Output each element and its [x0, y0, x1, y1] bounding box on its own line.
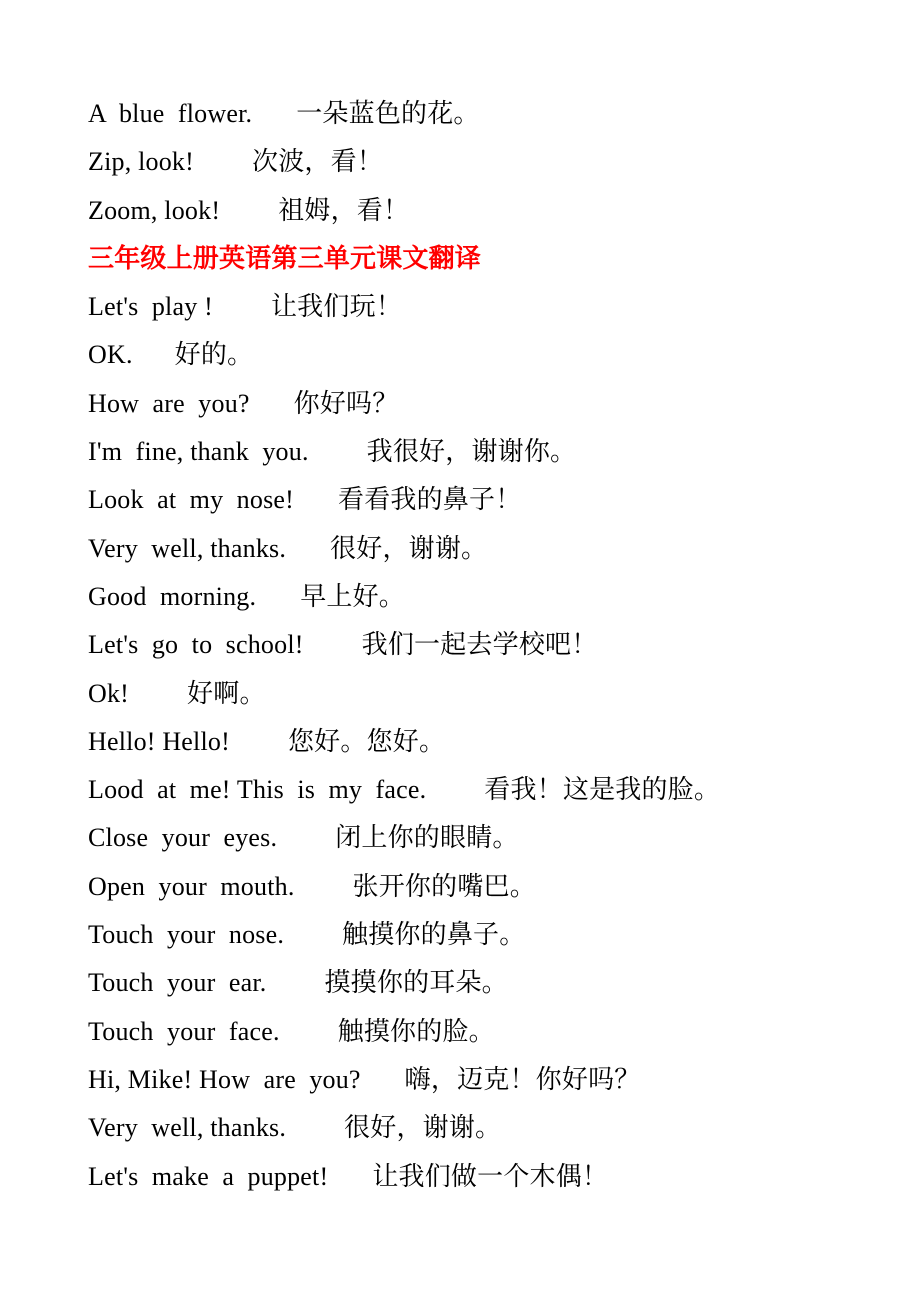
- text-line: [88, 573, 888, 621]
- english-text: Look at my nose!: [88, 485, 294, 515]
- text-line: [88, 863, 888, 911]
- english-text: Very well, thanks.: [88, 1113, 287, 1143]
- english-text: Hello! Hello!: [88, 726, 230, 756]
- text-line: [88, 187, 888, 235]
- english-text: I'm fine, thank you.: [88, 437, 309, 467]
- text-line: [88, 621, 888, 669]
- text-line: [88, 331, 888, 379]
- text-line: [88, 670, 888, 718]
- english-text: Very well, thanks.: [88, 533, 287, 563]
- text-line: [88, 428, 888, 476]
- text-line: [88, 1104, 888, 1152]
- english-text: Let's make a puppet!: [88, 1161, 329, 1191]
- text-line: [88, 380, 888, 428]
- text-line: [88, 814, 888, 862]
- english-text: OK.: [88, 340, 133, 370]
- english-text: How are you?: [88, 388, 250, 418]
- chinese-translation: 让我们做一个木偶！: [372, 1161, 609, 1191]
- chinese-translation: 好啊。: [187, 678, 266, 708]
- chinese-translation: 很好，谢谢。: [344, 1113, 502, 1143]
- text-line: [88, 1056, 888, 1104]
- english-text: Open your mouth.: [88, 871, 295, 901]
- english-text: Touch your nose.: [88, 920, 285, 950]
- chinese-translation: 摸摸你的耳朵。: [324, 968, 508, 998]
- english-text: Let's go to school!: [88, 630, 304, 660]
- english-text: Ok!: [88, 678, 130, 708]
- english-text: Zoom, look!: [88, 195, 221, 225]
- chinese-translation: 看我！这是我的脸。: [484, 775, 721, 805]
- chinese-translation: 看看我的鼻子！: [338, 485, 522, 515]
- english-text: Close your eyes.: [88, 823, 278, 853]
- chinese-translation: 次波，看！: [252, 147, 384, 177]
- text-line: [88, 718, 888, 766]
- text-line: [88, 766, 888, 814]
- english-text: Let's play !: [88, 292, 213, 322]
- chinese-translation: 早上好。: [300, 581, 405, 611]
- english-text: Touch your ear.: [88, 968, 267, 998]
- text-line: [88, 476, 888, 524]
- chinese-translation: 张开你的嘴巴。: [352, 871, 536, 901]
- text-line: [88, 525, 888, 573]
- text-line: [88, 90, 888, 138]
- chinese-translation: 您好。您好。: [287, 726, 446, 756]
- text-lines: [88, 90, 888, 1201]
- english-text: Good morning.: [88, 581, 257, 611]
- chinese-translation: 闭上你的眼睛。: [335, 823, 519, 853]
- chinese-translation: 嗨，迈克！你好吗？: [404, 1064, 641, 1094]
- english-text: Hi, Mike! How are you?: [88, 1064, 361, 1094]
- chinese-translation: 我们一起去学校吧！: [361, 630, 598, 660]
- english-text: Zip, look!: [88, 147, 194, 177]
- chinese-translation: 让我们玩！: [270, 292, 402, 322]
- english-text: A blue flower.: [88, 99, 253, 128]
- chinese-translation: 触摸你的脸。: [337, 1016, 495, 1046]
- chinese-translation: 祖姆，看！: [278, 195, 410, 225]
- text-line: [88, 911, 888, 959]
- text-line: [88, 138, 888, 186]
- chinese-translation: 一朵蓝色的花。: [296, 99, 480, 128]
- chinese-translation: 你好吗？: [293, 388, 399, 418]
- text-line: [88, 959, 888, 1007]
- chinese-translation: 很好，谢谢。: [330, 533, 488, 563]
- chinese-translation: 好的。: [174, 340, 254, 370]
- english-text: Touch your face.: [88, 1016, 280, 1046]
- chinese-translation: 触摸你的鼻子。: [342, 920, 526, 950]
- chinese-translation: 我很好，谢谢你。: [366, 437, 577, 467]
- text-line: [88, 283, 888, 331]
- text-line: [88, 1153, 888, 1201]
- english-text: Lood at me! This is my face.: [88, 775, 427, 805]
- text-line: [88, 1008, 888, 1056]
- section-heading: 三年级上册英语第三单元课文翻译: [88, 243, 482, 273]
